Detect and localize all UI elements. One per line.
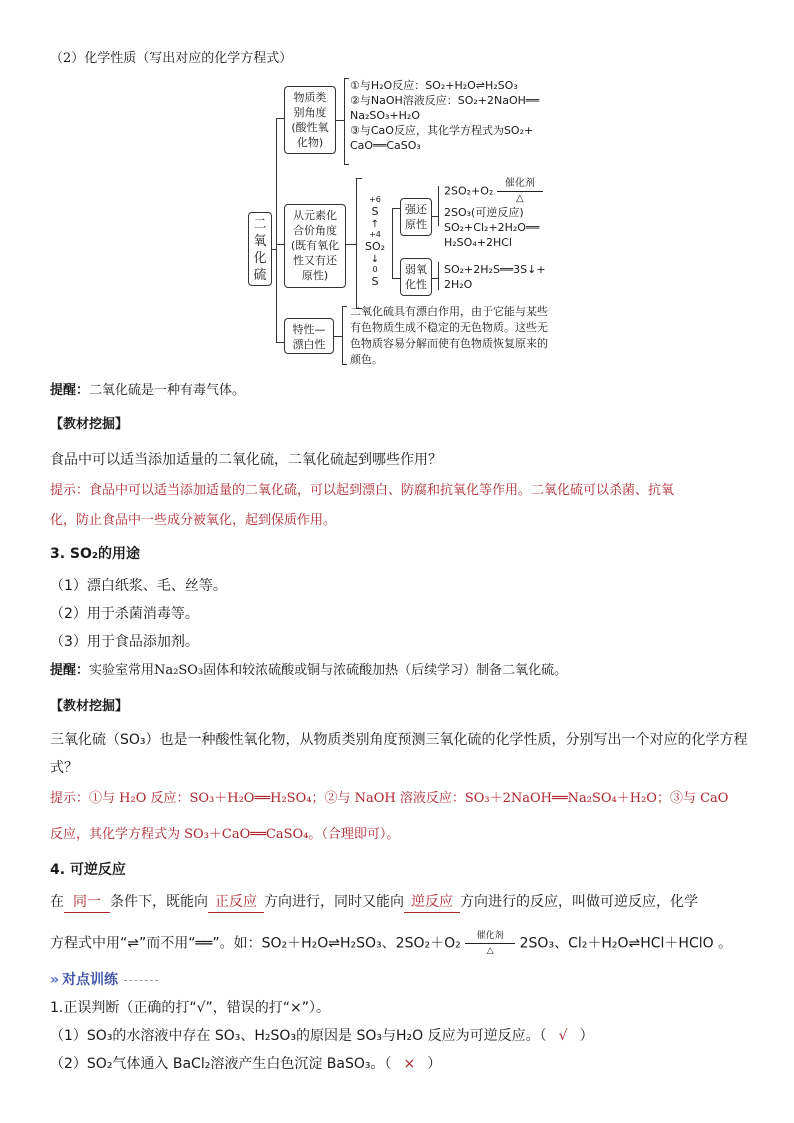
- dig2-question-line1: 三氧化硫（SO₃）也是一种酸性氧化物，从物质类别角度预测三氧化硫的化学性质，分别写出一个对应的化学方程: [50, 732, 748, 748]
- branch1-line2a: ②与NaOH溶液反应：SO₂+2NaOH══: [350, 94, 540, 107]
- sec3-tip: 提醒：实验室常用Na₂SO₃固体和较浓硫酸或铜与浓硫酸加热（后续学习）制备二氧化硫。: [50, 663, 568, 678]
- dig2-answer-line1: 提示：①与 H₂O 反应：SO₃＋H₂O══H₂SO₄；②与 NaOH 溶液反应：SO₃＋2NaOH══Na₂SO₄＋H₂O；③与 CaO: [50, 791, 729, 806]
- branch-bleaching: 特性—漂白性: [284, 318, 334, 354]
- dig1-question: 食品中可以适当添加适量的二氧化硫，二氧化硫起到哪些作用？: [50, 452, 442, 468]
- blank-same: 同一: [64, 892, 110, 913]
- practice-q1-1: （1）SO₃的水溶液中存在 SO₃、H₂SO₃的原因是 SO₃与H₂O 反应为可逆反应。（ √ ）: [50, 1028, 594, 1044]
- practice-q1-2: （2）SO₂气体通入 BaCl₂溶液产生白色沉淀 BaSO₃。（ × ）: [50, 1056, 442, 1072]
- sec3-item-3: （3）用于食品添加剂。: [50, 634, 199, 650]
- sec3-item-2: （2）用于杀菌消毒等。: [50, 606, 199, 622]
- answer-cross: ×: [403, 1056, 416, 1072]
- weak-oxidizing-equation: SO₂+2H₂S══3S↓+ 2H₂O: [444, 263, 546, 291]
- section3-title: 3. SO₂的用途: [50, 546, 141, 562]
- diagram-root: 二氧化硫: [248, 212, 272, 286]
- section-heading-chemical-properties: （2）化学性质（写出对应的化学方程式）: [50, 51, 293, 66]
- sec4-paragraph-line2: 方程式中用“⇌”而不用“══”。如：SO₂＋H₂O⇌H₂SO₃、2SO₂＋O₂ 催化剂 △ 2SO₃、Cl₂＋H₂O⇌HCl＋HClO 。: [50, 931, 733, 956]
- valence-column: +6 S ↑ +4 SO₂ ↓ 0 S: [364, 195, 386, 288]
- dig2-answer-line2: 反应，其化学方程式为 SO₃＋CaO══CaSO₄。（合理即可）。: [50, 827, 400, 842]
- double-chevron-icon: »: [50, 972, 57, 988]
- strong-reducing-equations: 2SO₂+O₂ 催化剂 △ 2SO₃(可逆反应) SO₂+Cl₂+2H₂O══ H₂SO₄+2HCl: [444, 178, 564, 250]
- weak-oxidizing-box: 弱氧化性: [400, 258, 432, 296]
- strong-reducing-box: 强还原性: [400, 198, 432, 236]
- sec4-paragraph-line1: 在 同一 条件下，既能向 正反应 方向进行，同时又能向 逆反应 方向进行的反应，叫做可逆反应，化学: [50, 892, 770, 913]
- branch1-line3a: ③与CaO反应，其化学方程式为SO₂+: [350, 124, 534, 137]
- practice-badge: » 对点训练: [50, 970, 158, 990]
- branch1-line1: ①与H₂O反应：SO₂+H₂O⇌H₂SO₃: [350, 79, 518, 92]
- answer-check: √: [558, 1028, 568, 1044]
- practice-q1: 1.正误判断（正确的打“√”，错误的打“×”）。: [50, 1000, 331, 1016]
- dig1-answer-line2: 化，防止食品中一些成分被氧化，起到保质作用。: [50, 513, 337, 528]
- sec3-item-1: （1）漂白纸浆、毛、丝等。: [50, 578, 227, 594]
- tip-toxic: 提醒：二氧化硫是一种有毒气体。: [50, 383, 246, 398]
- branch-valence: 从元素化合价角度(既有氧化性又有还原性): [284, 204, 346, 288]
- textbook-dig-title-1: 【教材挖掘】: [50, 417, 129, 432]
- blank-reverse: 逆反应: [404, 892, 460, 913]
- textbook-dig-title-2: 【教材挖掘】: [50, 699, 129, 714]
- bleaching-description: 二氧化硫具有漂白作用，由于它能与某些有色物质生成不稳定的无色物质。这些无色物质容易分解而使有色物质恢复原来的颜色。: [350, 305, 548, 366]
- dig1-answer-line1: 提示：食品中可以适当添加适量的二氧化硫，可以起到漂白、防腐和抗氧化等作用。二氧化硫可以杀菌、抗氧: [50, 483, 675, 498]
- branch1-line3b: CaO══CaSO₃: [350, 139, 421, 152]
- branch1-line2b: Na₂SO₃+H₂O: [350, 109, 420, 122]
- branch-material-class: 物质类别角度(酸性氧化物): [284, 86, 336, 154]
- section4-title: 4. 可逆反应: [50, 862, 126, 878]
- dig2-question-line2: 式？: [50, 760, 78, 776]
- blank-forward: 正反应: [208, 892, 264, 913]
